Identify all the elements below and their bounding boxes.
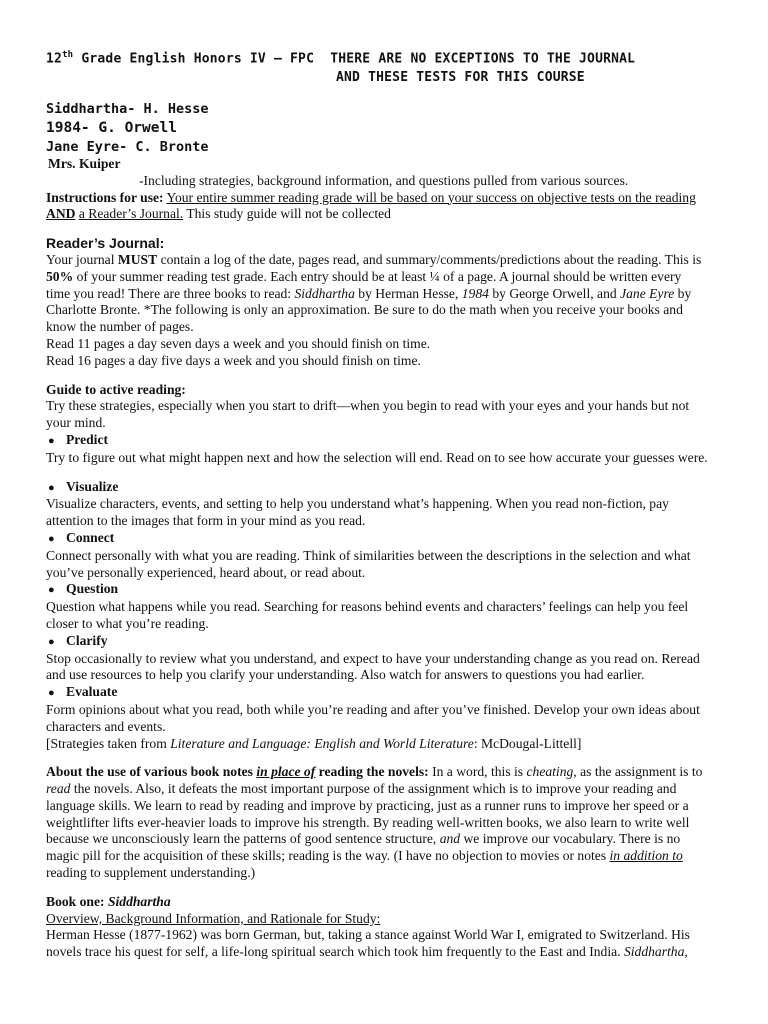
instructions-line-2 (46, 206, 722, 223)
strategy-text: Connect personally with what you are reading. Think of similarities between the descriptions in the selection and what (46, 547, 691, 563)
journal-heading: Reader’s Journal: (46, 235, 165, 252)
journal-line (46, 252, 722, 269)
journal-text: by Herman Hesse, (354, 285, 462, 301)
source-text: [Strategies taken from (46, 735, 171, 751)
notes-line (46, 831, 722, 848)
notes-emphasis: and (439, 831, 461, 847)
book-siddhartha: Siddhartha- H. Hesse (46, 101, 209, 117)
document-body (46, 156, 722, 961)
book-one-title-ref: Siddhartha (623, 944, 685, 960)
notes-heading: About the use of various book notes (46, 764, 257, 780)
strategy-name: Clarify (66, 632, 108, 648)
notes-line (46, 848, 722, 865)
instructions-and: AND (46, 206, 76, 222)
notes-emphasis: read (46, 781, 71, 797)
bullet-icon: ● (48, 584, 55, 597)
strategy-text: Stop occasionally to review what you understand, and expect to have your understanding change as you read on. Reread (46, 650, 700, 666)
book-one-overview: Overview, Background Information, and Rationale for Study: (46, 910, 381, 926)
notes-text: , as the assignment is to (573, 764, 703, 780)
strategy-text: Form opinions about what you read, both while you’re reading and after you’ve finished. Develop your own ideas about (46, 701, 700, 717)
book-one-title: Siddhartha (107, 893, 171, 909)
journal-text: by (674, 285, 692, 301)
strategy-text: you’ve personally experienced, heard about, or read about. (46, 564, 366, 580)
notes-emphasis: in addition to (609, 848, 683, 864)
strategy-title (46, 684, 722, 702)
strategy-title (46, 581, 722, 599)
strategy-title (46, 633, 722, 651)
strategy-name: Evaluate (66, 684, 118, 700)
book-one-heading (46, 894, 722, 911)
bullet-icon: ● (48, 687, 55, 700)
journal-line: Read 16 pages a day five days a week and you should finish on time. (46, 352, 421, 368)
instructions-underlined-1: Your entire summer reading grade will be based on your success on objective tests on the reading (166, 189, 696, 205)
journal-text: Your journal (46, 251, 118, 267)
book-one-text: , (684, 944, 688, 960)
book-one-text: novels trace his quest for self, a life-long spiritual search which took him frequently to the East and India. (46, 944, 624, 960)
notes-heading: reading the novels: (315, 764, 429, 780)
bullet-icon: ● (48, 635, 55, 648)
guide-intro: Try these strategies, especially when you start to drift—when you begin to read with your eyes and your hands but not (46, 398, 690, 414)
notes-line: reading to supplement understanding.) (46, 865, 256, 881)
notes-line (46, 781, 722, 798)
notice-line-2: AND THESE TESTS FOR THIS COURSE (336, 70, 585, 86)
teacher-name: Mrs. Kuiper (48, 156, 121, 171)
document-header (46, 46, 746, 87)
notes-text: magic pill for the acquisition of these skills; reading is the way. (I have no objection to movies or notes (46, 848, 610, 864)
notes-line: weightlifter lifts ever-heavier loads to improve his strength. By reading well-written books, we also learn to write well (46, 814, 690, 830)
header-line-1 (46, 46, 746, 68)
journal-text: of your summer reading test grade. Each entry should be at least ¼ of a page. A journal should be written every (73, 268, 682, 284)
journal-line: Charlotte Bronte. *The following is only an approximation. Be sure to do the math when you receive your books and (46, 302, 683, 318)
book-list (46, 100, 209, 157)
notes-heading-emphasis: in place of (256, 764, 316, 780)
notes-text: we improve our vocabulary. There is no (460, 831, 681, 847)
notes-line (46, 764, 722, 781)
strategy-text: closer to what you’re reading. (46, 615, 209, 631)
strategy-title (46, 432, 722, 450)
strategy-name: Visualize (66, 478, 119, 494)
guide-heading: Guide to active reading: (46, 381, 186, 397)
notes-text: because we unconsciously learn the patterns of good sentence structure, (46, 831, 440, 847)
strategy-text: Visualize characters, events, and setting to help you understand what’s happening. When you read non-fiction, pay (46, 496, 669, 512)
instructions-tail: This study guide will not be collected (183, 206, 391, 222)
instructions-line-1 (46, 190, 722, 207)
strategy-text: Try to figure out what might happen next and how the selection will end. Read on to see how accurate your guesses were. (46, 449, 708, 465)
notice-line-1: THERE ARE NO EXCEPTIONS TO THE JOURNAL (330, 51, 636, 67)
book-one-line: Herman Hesse (1877-1962) was born German, but, taking a stance against World War I, emigrated to Switzerland. His (46, 927, 690, 943)
journal-line: Read 11 pages a day seven days a week and you should finish on time. (46, 335, 431, 351)
journal-percent: 50% (46, 268, 74, 284)
book-one-line (46, 944, 722, 961)
journal-text: by George Orwell, and (488, 285, 621, 301)
book-jane-eyre: Jane Eyre- C. Bronte (46, 139, 209, 155)
journal-line: know the number of pages. (46, 319, 194, 335)
journal-text: contain a log of the date, pages read, and summary/comments/predictions about the reading. This is (157, 251, 702, 267)
notes-text: In a word, this is (428, 764, 527, 780)
journal-must: MUST (117, 251, 158, 267)
journal-line (46, 286, 722, 303)
bullet-icon: ● (48, 481, 55, 494)
journal-book-title: Siddhartha (294, 285, 355, 301)
journal-line (46, 269, 722, 286)
strategy-title (46, 479, 722, 497)
grade-superscript: th (62, 50, 74, 60)
book-1984: 1984- G. Orwell (46, 120, 177, 136)
notes-text: the novels. Also, it defeats the most important purpose of the assignment which is to improve your reading and (70, 781, 677, 797)
bullet-icon: ● (48, 434, 55, 447)
course-title: Grade English Honors IV – FPC (73, 51, 315, 67)
source-text: : McDougal-Littell] (473, 735, 582, 751)
strategy-name: Predict (66, 431, 109, 447)
notes-line: language skills. We learn to read by reading and improve by practicing, just as a runner runs to improve her speed or a (46, 797, 689, 813)
book-one-label: Book one: (46, 893, 108, 909)
bullet-icon: ● (48, 532, 55, 545)
strategy-text: characters and events. (46, 718, 166, 734)
strategy-text: Question what happens while you read. Searching for reasons behind events and characters’ feelings can help you feel (46, 599, 689, 615)
source-title: Literature and Language: English and World Literature (170, 735, 474, 751)
strategy-source (46, 736, 722, 753)
grade-number: 12 (46, 51, 63, 67)
strategy-name: Connect (66, 529, 115, 545)
strategy-text: and use resources to help you clarify your understanding. Also watch for answers to questions you had earlier. (46, 667, 645, 683)
strategy-name: Question (66, 581, 119, 597)
strategy-text: attention to the images that form in your mind as you read. (46, 513, 366, 529)
journal-text: time you read! There are three books to read: (46, 285, 295, 301)
including-note: -Including strategies, background information, and questions pulled from various sources. (139, 172, 629, 188)
instructions-label: Instructions for use: (46, 189, 164, 205)
instructions-underlined-2: a Reader’s Journal. (78, 206, 184, 222)
notes-emphasis: cheating (526, 764, 574, 780)
journal-book-title: Jane Eyre (620, 285, 675, 301)
journal-book-title: 1984 (461, 285, 489, 301)
strategy-title (46, 530, 722, 548)
guide-intro: your mind. (46, 415, 106, 431)
